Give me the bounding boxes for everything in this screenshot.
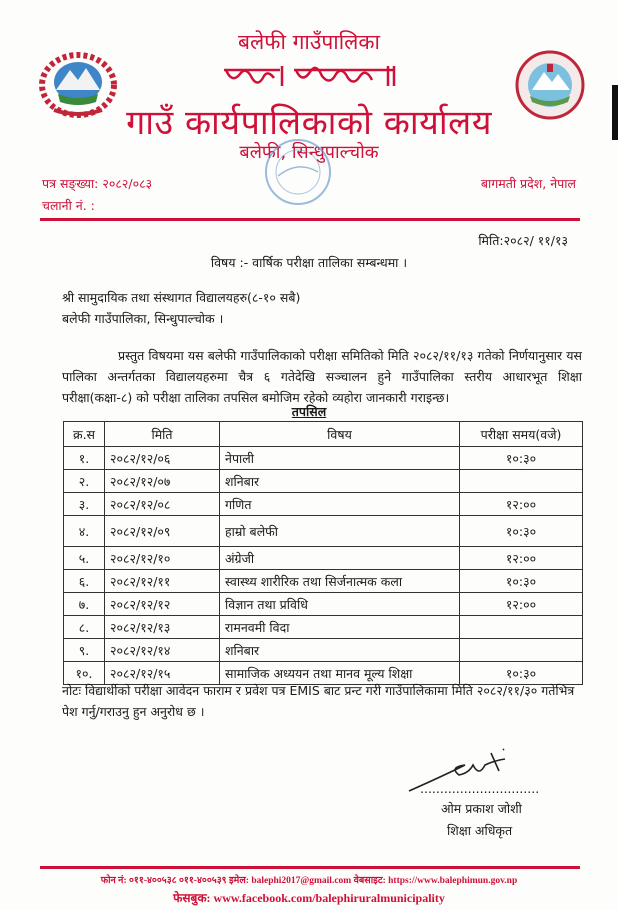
- footer-divider: [40, 866, 580, 869]
- tibetan-script-line: [220, 62, 400, 90]
- dispatch-number: चलानी नं. :: [42, 198, 95, 213]
- cell-subject: सामाजिक अध्ययन तथा मानव मूल्य शिक्षा: [220, 662, 460, 685]
- cell-subject: शनिबार: [220, 639, 460, 662]
- cell-date: २०८२/१२/०७: [105, 470, 220, 493]
- cell-time: १०:३०: [460, 447, 583, 470]
- cell-date: २०८२/१२/१३: [105, 616, 220, 639]
- letter-date: मिति:२०८२/ ११/१३: [478, 233, 568, 248]
- table-row: [64, 593, 583, 616]
- province: बागमती प्रदेश, नेपाल: [480, 176, 576, 191]
- cell-time: १२:००: [460, 493, 583, 516]
- cell-time: १२:००: [460, 547, 583, 570]
- table-title: तपसिल: [291, 404, 327, 419]
- cell-serial: ६.: [64, 570, 105, 593]
- cell-serial: ३.: [64, 493, 105, 516]
- cell-serial: ५.: [64, 547, 105, 570]
- cell-time: १०:३०: [460, 662, 583, 685]
- cell-date: २०८२/१२/११: [105, 570, 220, 593]
- note: नोटः विद्यार्थीको परीक्षा आवेदन फाराम र प्रवेश पत्र EMIS बाट प्रन्ट गरी गाउँपालिकामा मिति २०८२/११/३० गतेभित्र पेश गर्नु/गराउनु हुन अनुरोध छ ।: [62, 683, 575, 719]
- cell-subject: गणित: [220, 493, 460, 516]
- cell-time: [460, 470, 583, 493]
- cell-date: २०८२/१२/०८: [105, 493, 220, 516]
- cell-date: २०८२/१२/०९: [105, 516, 220, 547]
- header-subject: विषय: [220, 422, 460, 447]
- office-stamp: [262, 136, 334, 208]
- cell-serial: ४.: [64, 516, 105, 547]
- cell-serial: १.: [64, 447, 105, 470]
- cell-time: [460, 639, 583, 662]
- footer-contact: फोन नं: ०११-४००५३८ ०११-४००५३९ इमेल: balephi2017@gmail.com वेबसाइट: https://www.balephimun.gov.np: [100, 876, 518, 886]
- cell-serial: ८.: [64, 616, 105, 639]
- letter-number: पत्र सङ्ख्या: २०८२/०८३: [42, 176, 153, 191]
- cell-date: २०८२/१२/१०: [105, 547, 220, 570]
- office-address: बलेफी, सिन्धुपाल्चोक: [239, 142, 379, 163]
- cell-date: २०८२/१२/०६: [105, 447, 220, 470]
- cell-subject: नेपाली: [220, 447, 460, 470]
- cell-subject: स्वास्थ्य शारीरिक तथा सिर्जनात्मक कला: [220, 570, 460, 593]
- cell-time: १०:३०: [460, 516, 583, 547]
- recipient-line-1: श्री सामुदायिक तथा संस्थागत विद्यालयहरु(८-१० सबै): [62, 290, 301, 305]
- recipient-line-2: बलेफी गाउँपालिका, सिन्धुपाल्चोक ।: [62, 311, 224, 326]
- table-row: [64, 470, 583, 493]
- table-row: [64, 616, 583, 639]
- municipality-name: बलेफी गाउँपालिका: [238, 30, 380, 54]
- cell-date: २०८२/१२/१२: [105, 593, 220, 616]
- letter-subject: विषय :- वार्षिक परीक्षा तालिका सम्बन्धमा ।: [210, 255, 408, 270]
- cell-time: १०:३०: [460, 570, 583, 593]
- cell-subject: विज्ञान तथा प्रविधि: [220, 593, 460, 616]
- table-row: [64, 516, 583, 547]
- table-header-row: [64, 422, 583, 447]
- header-divider: [40, 218, 580, 221]
- footer-facebook: फेसबुक: www.facebook.com/balephiruralmunicipality: [173, 891, 445, 905]
- exam-schedule-table: [63, 421, 583, 685]
- cell-subject: रामनवमी विदा: [220, 616, 460, 639]
- table-row: [64, 639, 583, 662]
- table-row: [64, 570, 583, 593]
- cell-serial: १०.: [64, 662, 105, 685]
- cell-serial: २.: [64, 470, 105, 493]
- signatory-name: ओम प्रकाश जोशी: [441, 801, 522, 816]
- signatory-title: शिक्षा अधिकृत: [447, 823, 513, 838]
- table-row: [64, 447, 583, 470]
- cell-date: २०८२/१२/१५: [105, 662, 220, 685]
- cell-time: [460, 616, 583, 639]
- header-serial: क्र.स: [64, 422, 105, 447]
- cell-subject: शनिबार: [220, 470, 460, 493]
- header-time: परीक्षा समय(वजे): [460, 422, 583, 447]
- signature-line: ..............................: [420, 781, 540, 796]
- header-date: मिति: [105, 422, 220, 447]
- cell-serial: ७.: [64, 593, 105, 616]
- letter-paragraph: प्रस्तुत विषयमा यस बलेफी गाउँपालिकाको परीक्षा समितिको मिति २०८२/११/१३ गतेको निर्णयानुसार यस पालिका अन्तर्गतका विद्यालयहरुमा चैत्र ६ गतेदेखि सञ्चालन हुने गाउँपालिका स्तरीय आधारभूत शिक्षा परीक्षा(कक्षा-८) को परीक्षा तालिका तपसिल बमोजिम रहेको व्यहोरा जानकारी गराइन्छ।: [62, 348, 582, 405]
- cell-subject: हाम्रो बलेफी: [220, 516, 460, 547]
- cell-subject: अंग्रेजी: [220, 547, 460, 570]
- table-row: [64, 547, 583, 570]
- office-title: गाउँ कार्यपालिकाको कार्यालय: [126, 103, 492, 143]
- table-row: [64, 493, 583, 516]
- cell-time: १२:००: [460, 593, 583, 616]
- cell-date: २०८२/१२/१४: [105, 639, 220, 662]
- cell-serial: ९.: [64, 639, 105, 662]
